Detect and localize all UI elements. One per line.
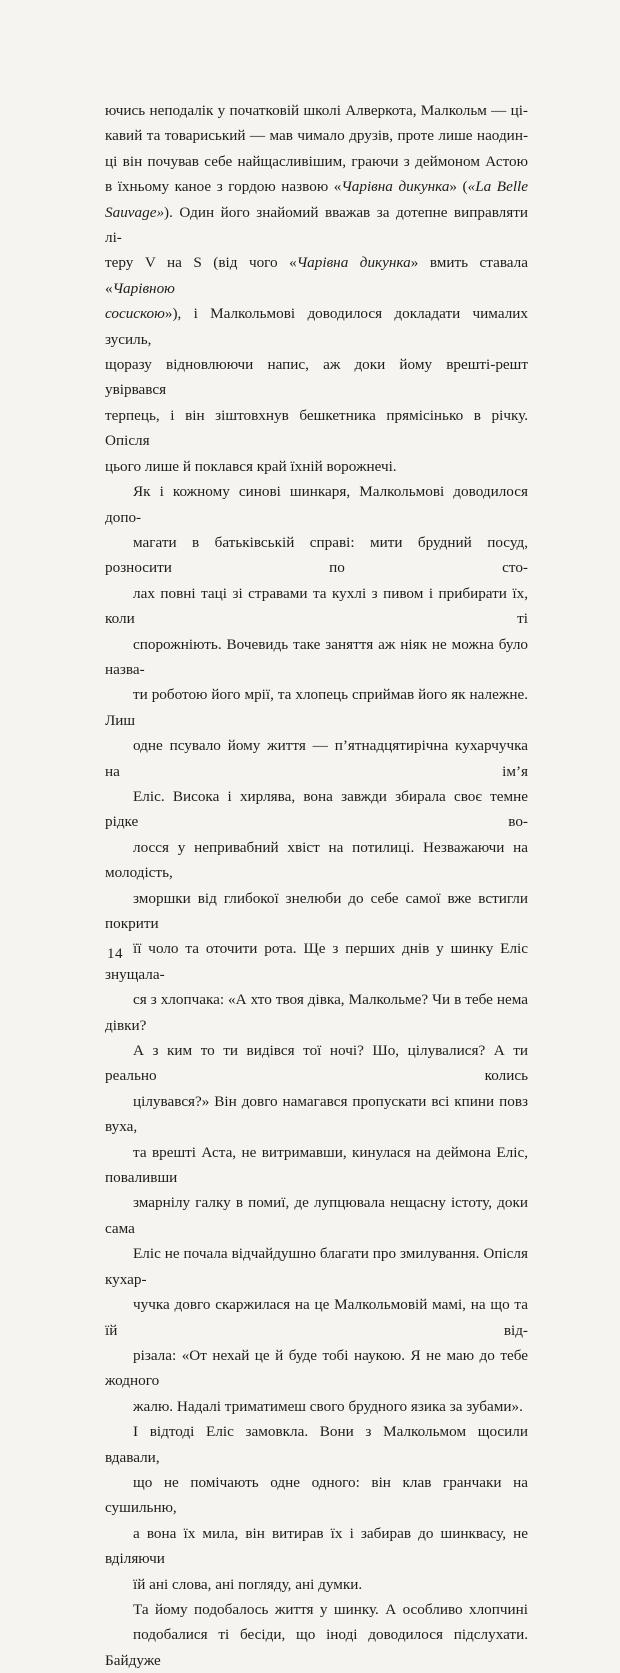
italic-text: Чарівна дикунка — [296, 254, 411, 272]
text-line — [105, 733, 528, 784]
paragraph — [105, 479, 528, 1419]
paragraph — [105, 1419, 528, 1597]
text-run: лах повні таці зі стравами та кухлі з пивом і прибирати їх, коли ті — [105, 584, 528, 628]
text-line — [105, 403, 528, 454]
text-run: кавий та товариський — мав чимало друзів, проте лише наодин- — [105, 127, 528, 145]
text-line — [105, 1521, 528, 1572]
text-run: ти роботою його мрії, та хлопець сприймав його як належне. Лиш — [105, 686, 528, 729]
text-line — [105, 1343, 528, 1394]
text-line — [105, 936, 528, 987]
text-run: лосся у непривабний хвіст на потилиці. Незважаючи на молодість, — [105, 838, 528, 882]
text-line — [105, 1597, 528, 1622]
text-run: а вона їх мила, він витирав їх і забирав до шинквасу, не вділяючи — [105, 1524, 528, 1568]
text-line — [105, 1419, 528, 1470]
text-line — [105, 784, 528, 835]
text-run: терпець, і він зіштовхнув бешкетника прямісінько в річку. Опісля — [105, 406, 528, 450]
page-number: 14 — [107, 946, 123, 962]
text-line — [105, 250, 528, 301]
text-line — [105, 1140, 528, 1191]
text-run: » вмить ставала « — [105, 254, 528, 297]
text-line — [105, 530, 528, 581]
text-line — [105, 98, 528, 123]
text-run: що не помічають одне одного: він клав гранчаки на сушильню, — [105, 1473, 528, 1517]
text-run: цього лише й поклався край їхній ворожнечі. — [105, 457, 397, 475]
text-line — [105, 1089, 528, 1140]
text-line — [105, 1470, 528, 1521]
text-line — [105, 1572, 528, 1597]
text-run: ся з хлопчака: «А хто твоя дівка, Малкольме? Чи в тебе нема дівки? — [105, 991, 528, 1034]
text-line — [105, 1394, 528, 1419]
text-line — [105, 682, 528, 733]
text-line — [105, 1241, 528, 1292]
text-run: ючись неподалік у початковій школі Алверкота, Малкольм — ці- — [105, 102, 528, 119]
text-run: » ( — [449, 178, 468, 196]
text-run: ). Один його знайомий вважав за дотепне виправляти лі- — [105, 203, 528, 247]
italic-text: Sauvage» — [105, 203, 165, 221]
text-run: її чоло та оточити рота. Ще з перших днів у шинку Еліс знущала- — [105, 940, 528, 983]
text-run: одне псувало йому життя — п’ятнадцятирічна кухарчучка на ім’я — [105, 737, 528, 780]
text-run: зморшки від глибокої знелюби до себе самої вже встигли покрити — [105, 889, 528, 932]
text-run: А з ким то ти видівся тої ночі? Шо, цілувалися? А ти реально колись — [105, 1042, 528, 1085]
text-run: різала: «От нехай це й буде тобі наукою. Я не маю до тебе жодного — [105, 1346, 528, 1390]
italic-text: Чарівною — [112, 279, 175, 297]
text-line — [105, 200, 528, 251]
text-run: ці він почував себе найщасливішим, граючи з деймоном Астою — [105, 152, 528, 170]
text-line — [105, 174, 528, 199]
italic-text: сосискою — [105, 305, 165, 323]
text-line — [105, 581, 528, 632]
text-run: цілувався?» Він довго намагався пропускати всі кпини повз вуха, — [105, 1092, 528, 1136]
text-line — [105, 352, 528, 403]
text-run: їй ані слова, ані погляду, ані думки. — [133, 1575, 363, 1593]
text-line — [105, 1190, 528, 1241]
text-run: І відтоді Еліс замовкла. Вони з Малкольмом щосили вдавали, — [105, 1423, 528, 1466]
text-run: теру V на S (від чого « — [105, 254, 297, 272]
text-line — [105, 123, 528, 148]
text-run: Еліс не почала відчайдушно благати про змилування. Опісля кухар- — [105, 1245, 528, 1288]
text-line — [105, 1292, 528, 1343]
text-line — [105, 1622, 528, 1673]
text-line — [105, 479, 528, 530]
text-run: магати в батьківській справі: мити брудний посуд, розносити по сто- — [105, 533, 528, 577]
text-line — [105, 835, 528, 886]
paragraph — [105, 98, 528, 479]
text-line — [105, 149, 528, 174]
text-run: жалю. Надалі триматимеш свого брудного язика за зубами». — [133, 1397, 523, 1415]
text-run: в їхньому каное з гордою назвою « — [105, 178, 342, 196]
text-line — [105, 1038, 528, 1089]
text-run: та врешті Аста, не витримавши, кинулася на деймона Еліс, поваливши — [105, 1143, 528, 1187]
text-run: чучка довго скаржилася на це Малкольмовій мамі, на що та їй від- — [105, 1296, 528, 1339]
text-run: Та йому подобалось життя у шинку. А особливо хлопчині — [133, 1600, 528, 1618]
text-line — [105, 987, 528, 1038]
text-line — [105, 454, 528, 479]
italic-text: Чарівна дикунка — [341, 178, 450, 196]
text-line — [105, 632, 528, 683]
text-run: подобалися ті бесіди, що іноді доводилося підслухати. Байдуже — [105, 1626, 528, 1669]
italic-text: «La Belle — [467, 178, 528, 196]
text-run: спорожніють. Вочевидь таке заняття аж ніяк не можна було назва- — [105, 635, 528, 678]
body-text — [105, 98, 528, 1673]
paragraph — [105, 1597, 528, 1673]
text-run: щоразу відновлюючи напис, аж доки йому врешті-решт увірвався — [105, 356, 528, 399]
text-run: змарнілу галку в помиї, де лупцювала нещасну істоту, доки сама — [105, 1194, 528, 1237]
text-run: »), і Малкольмові доводилося докладати чималих зусиль, — [105, 305, 528, 348]
text-line — [105, 301, 528, 352]
text-run: Як і кожному синові шинкаря, Малкольмові доводилося допо- — [105, 483, 528, 526]
text-run: Еліс. Висока і хирлява, вона завжди збирала своє темне рідке во- — [105, 787, 528, 831]
text-line — [105, 886, 528, 937]
